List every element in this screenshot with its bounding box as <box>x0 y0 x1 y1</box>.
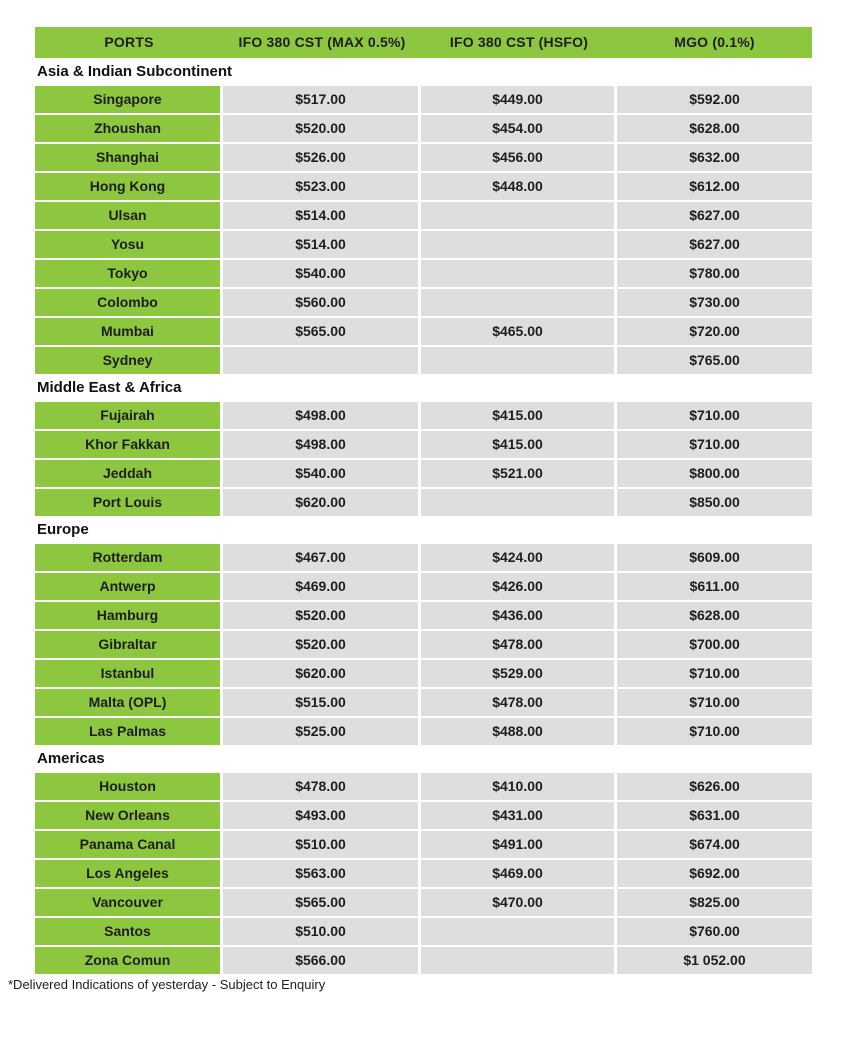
price-cell: $526.00 <box>223 144 421 171</box>
port-cell: Rotterdam <box>35 544 223 571</box>
price-cell: $470.00 <box>421 889 617 916</box>
price-cell: $515.00 <box>223 689 421 716</box>
price-cell: $491.00 <box>421 831 617 858</box>
price-cell: $720.00 <box>617 318 812 345</box>
port-cell: Sydney <box>35 347 223 374</box>
table-row <box>35 231 812 258</box>
price-cell: $498.00 <box>223 402 421 429</box>
price-cell: $560.00 <box>223 289 421 316</box>
table-row <box>35 289 812 316</box>
price-cell: $449.00 <box>421 86 617 113</box>
price-cell: $465.00 <box>421 318 617 345</box>
table-row <box>35 689 812 716</box>
port-cell: Tokyo <box>35 260 223 287</box>
table-row <box>35 144 812 171</box>
price-cell: $488.00 <box>421 718 617 745</box>
price-cell: $565.00 <box>223 889 421 916</box>
table-row <box>35 402 812 429</box>
price-cell: $431.00 <box>421 802 617 829</box>
price-cell <box>421 918 617 945</box>
table-row <box>35 918 812 945</box>
column-header-mgo: MGO (0.1%) <box>674 34 755 50</box>
price-cell: $493.00 <box>223 802 421 829</box>
port-cell: Shanghai <box>35 144 223 171</box>
price-cell: $517.00 <box>223 86 421 113</box>
table-row <box>35 489 812 516</box>
price-cell: $692.00 <box>617 860 812 887</box>
table-row <box>35 347 812 374</box>
price-cell <box>223 347 421 374</box>
port-cell: Fujairah <box>35 402 223 429</box>
price-cell: $628.00 <box>617 602 812 629</box>
price-cell: $478.00 <box>421 631 617 658</box>
price-cell: $467.00 <box>223 544 421 571</box>
price-cell: $850.00 <box>617 489 812 516</box>
column-header-ifo380-max05: IFO 380 CST (MAX 0.5%) <box>238 34 406 50</box>
price-cell: $632.00 <box>617 144 812 171</box>
price-cell: $700.00 <box>617 631 812 658</box>
price-cell: $469.00 <box>223 573 421 600</box>
price-cell: $426.00 <box>421 573 617 600</box>
column-header-ifo380-hsfo: IFO 380 CST (HSFO) <box>449 34 589 50</box>
price-cell: $626.00 <box>617 773 812 800</box>
port-cell: Colombo <box>35 289 223 316</box>
price-cell: $710.00 <box>617 689 812 716</box>
section-title: Europe <box>37 521 89 538</box>
price-cell: $710.00 <box>617 660 812 687</box>
price-cell <box>421 347 617 374</box>
price-cell: $521.00 <box>421 460 617 487</box>
price-cell: $612.00 <box>617 173 812 200</box>
port-cell: Houston <box>35 773 223 800</box>
price-cell: $540.00 <box>223 260 421 287</box>
table-row <box>35 431 812 458</box>
price-cell: $760.00 <box>617 918 812 945</box>
port-cell: Yosu <box>35 231 223 258</box>
price-cell: $478.00 <box>223 773 421 800</box>
price-cell: $609.00 <box>617 544 812 571</box>
price-cell: $520.00 <box>223 115 421 142</box>
table-row <box>35 202 812 229</box>
price-cell <box>421 489 617 516</box>
price-cell: $510.00 <box>223 831 421 858</box>
port-cell: Khor Fakkan <box>35 431 223 458</box>
table-row <box>35 802 812 829</box>
price-cell: $566.00 <box>223 947 421 974</box>
table-row <box>35 115 812 142</box>
port-cell: Santos <box>35 918 223 945</box>
price-cell: $627.00 <box>617 202 812 229</box>
price-cell: $498.00 <box>223 431 421 458</box>
port-cell: Malta (OPL) <box>35 689 223 716</box>
section-title: Americas <box>37 750 105 767</box>
price-cell: $825.00 <box>617 889 812 916</box>
price-cell: $1 052.00 <box>617 947 812 974</box>
table-row <box>35 602 812 629</box>
port-cell: New Orleans <box>35 802 223 829</box>
port-cell: Antwerp <box>35 573 223 600</box>
port-cell: Jeddah <box>35 460 223 487</box>
port-cell: Zona Comun <box>35 947 223 974</box>
price-cell: $469.00 <box>421 860 617 887</box>
table-row <box>35 718 812 745</box>
price-cell: $448.00 <box>421 173 617 200</box>
price-cell: $765.00 <box>617 347 812 374</box>
table-row <box>35 173 812 200</box>
price-cell: $620.00 <box>223 660 421 687</box>
price-cell: $520.00 <box>223 602 421 629</box>
port-cell: Panama Canal <box>35 831 223 858</box>
price-cell: $627.00 <box>617 231 812 258</box>
port-cell: Istanbul <box>35 660 223 687</box>
price-cell: $456.00 <box>421 144 617 171</box>
port-cell: Las Palmas <box>35 718 223 745</box>
table-row <box>35 889 812 916</box>
price-cell: $563.00 <box>223 860 421 887</box>
table-header-row <box>35 27 812 58</box>
port-cell: Singapore <box>35 86 223 113</box>
table-row <box>35 947 812 974</box>
price-cell: $674.00 <box>617 831 812 858</box>
price-cell: $620.00 <box>223 489 421 516</box>
port-cell: Port Louis <box>35 489 223 516</box>
table-row <box>35 831 812 858</box>
price-cell <box>421 202 617 229</box>
price-cell: $415.00 <box>421 402 617 429</box>
section-title: Middle East & Africa <box>37 379 182 396</box>
table-row <box>35 260 812 287</box>
table-row <box>35 460 812 487</box>
footnote: *Delivered Indications of yesterday - Subject to Enquiry <box>8 977 326 992</box>
table-sections <box>35 60 812 974</box>
table-row <box>35 631 812 658</box>
price-cell: $415.00 <box>421 431 617 458</box>
price-cell: $478.00 <box>421 689 617 716</box>
port-cell: Gibraltar <box>35 631 223 658</box>
price-cell: $424.00 <box>421 544 617 571</box>
price-cell: $454.00 <box>421 115 617 142</box>
price-cell: $565.00 <box>223 318 421 345</box>
table-row <box>35 660 812 687</box>
port-cell: Hong Kong <box>35 173 223 200</box>
price-cell: $710.00 <box>617 402 812 429</box>
port-cell: Hamburg <box>35 602 223 629</box>
price-cell: $631.00 <box>617 802 812 829</box>
price-cell: $592.00 <box>617 86 812 113</box>
price-cell: $710.00 <box>617 718 812 745</box>
price-cell <box>421 947 617 974</box>
port-cell: Zhoushan <box>35 115 223 142</box>
port-cell: Vancouver <box>35 889 223 916</box>
price-cell: $436.00 <box>421 602 617 629</box>
bunker-price-table <box>35 27 812 974</box>
port-cell: Los Angeles <box>35 860 223 887</box>
price-cell: $514.00 <box>223 202 421 229</box>
port-cell: Ulsan <box>35 202 223 229</box>
price-cell: $611.00 <box>617 573 812 600</box>
price-cell: $710.00 <box>617 431 812 458</box>
column-header-ports: PORTS <box>104 34 154 50</box>
price-cell: $529.00 <box>421 660 617 687</box>
price-cell: $510.00 <box>223 918 421 945</box>
price-cell: $525.00 <box>223 718 421 745</box>
price-cell: $540.00 <box>223 460 421 487</box>
port-cell: Mumbai <box>35 318 223 345</box>
table-row <box>35 773 812 800</box>
price-cell: $410.00 <box>421 773 617 800</box>
price-cell <box>421 260 617 287</box>
price-cell: $780.00 <box>617 260 812 287</box>
price-cell: $520.00 <box>223 631 421 658</box>
price-cell: $523.00 <box>223 173 421 200</box>
table-row <box>35 544 812 571</box>
table-row <box>35 86 812 113</box>
section-title: Asia & Indian Subcontinent <box>37 63 233 80</box>
price-cell: $628.00 <box>617 115 812 142</box>
price-cell: $730.00 <box>617 289 812 316</box>
table-row <box>35 573 812 600</box>
price-cell: $514.00 <box>223 231 421 258</box>
table-row <box>35 318 812 345</box>
price-cell <box>421 289 617 316</box>
price-cell: $800.00 <box>617 460 812 487</box>
table-row <box>35 860 812 887</box>
price-cell <box>421 231 617 258</box>
